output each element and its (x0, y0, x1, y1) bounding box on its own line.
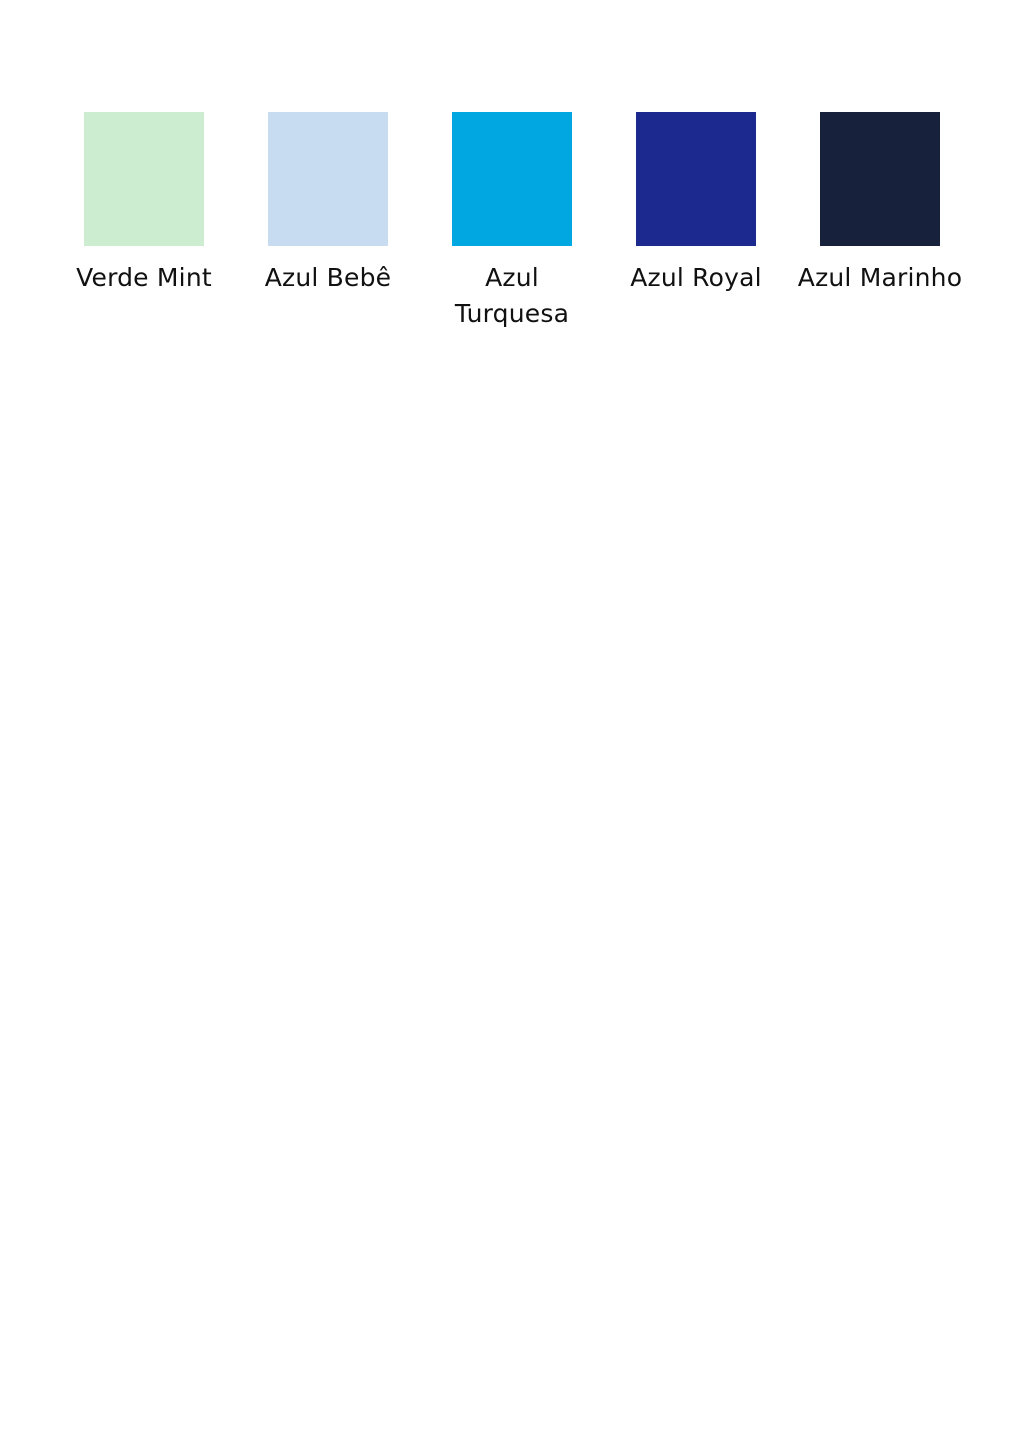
color-label-verde-mint: Verde Mint (76, 263, 212, 292)
color-swatch-item[interactable] (52, 112, 236, 296)
color-swatch-item[interactable] (788, 112, 972, 296)
color-chip-azul-royal[interactable] (636, 112, 756, 246)
color-swatch-item[interactable] (604, 112, 788, 296)
color-chip-azul-marinho[interactable] (820, 112, 940, 246)
color-chip-azul-bebe[interactable] (268, 112, 388, 246)
color-label-azul-turquesa: Azul Turquesa (454, 263, 570, 329)
color-swatch-item[interactable] (420, 112, 604, 333)
color-palette-row (0, 112, 1024, 333)
color-label-azul-royal: Azul Royal (630, 263, 762, 292)
color-chip-azul-turquesa[interactable] (452, 112, 572, 246)
color-label-azul-marinho: Azul Marinho (797, 263, 963, 292)
color-swatch-item[interactable] (236, 112, 420, 296)
color-chip-verde-mint[interactable] (84, 112, 204, 246)
color-label-azul-bebe: Azul Bebê (264, 263, 392, 292)
